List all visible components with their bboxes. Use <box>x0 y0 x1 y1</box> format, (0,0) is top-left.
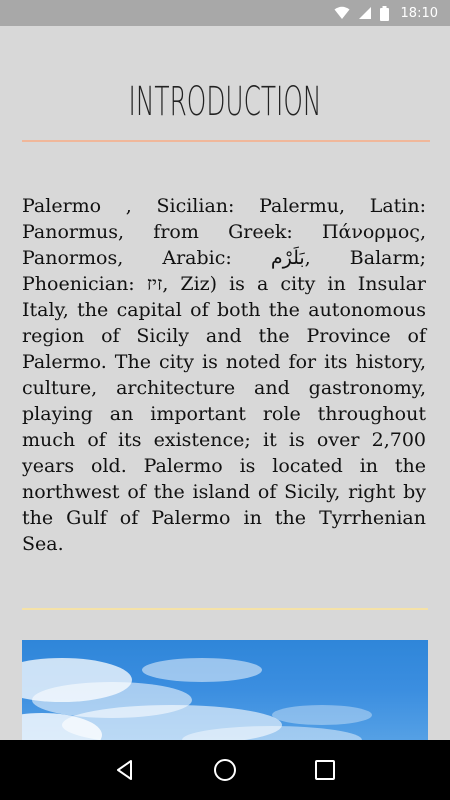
home-icon <box>213 758 237 782</box>
wifi-icon <box>334 6 350 20</box>
section-divider <box>22 608 428 610</box>
clouds-graphic <box>22 640 428 740</box>
status-time: 18:10 <box>400 5 438 21</box>
sky-image <box>22 640 428 740</box>
article-content[interactable] <box>0 26 450 740</box>
status-bar <box>0 0 450 26</box>
home-button[interactable] <box>205 750 245 790</box>
back-icon <box>114 759 136 781</box>
recents-button[interactable] <box>305 750 345 790</box>
recents-icon <box>314 759 336 781</box>
back-button[interactable] <box>105 750 145 790</box>
signal-icon <box>358 6 372 20</box>
page-title: INTRODUCTION <box>128 79 322 125</box>
battery-icon <box>380 6 389 21</box>
title-divider <box>22 140 430 142</box>
article-body: Palermo , Sicilian: Palermu, Latin: Panormus, from Greek: Πάνορμος, Panormos, Arabic: بَلَرْم, Balarm; Phoenician: זיז, Ziz) is a city in Insular Italy, the capital of both the autonomous region of Sicily and the Province of Palermo. The city is noted for its history, culture, architecture and gastronomy, playing an important role throughout much of its existence; it is over 2,700 years old. Palermo is located in the northwest of the island of Sicily, right by the Gulf of Palermo in the Tyrrhenian Sea. <box>22 195 426 555</box>
navigation-bar <box>0 740 450 800</box>
